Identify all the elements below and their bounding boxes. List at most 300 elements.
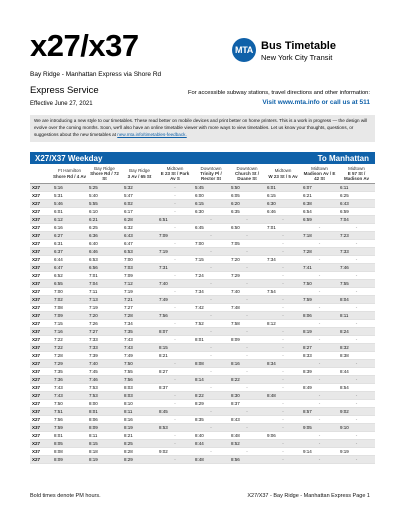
time-cell: 7:00 bbox=[52, 287, 87, 295]
time-cell: 6:50 bbox=[229, 223, 265, 231]
time-cell: - bbox=[229, 351, 265, 359]
time-cell: 8:07 bbox=[157, 327, 193, 335]
time-cell: 8:27 bbox=[157, 367, 193, 375]
table-row bbox=[30, 415, 375, 423]
time-cell: 8:18 bbox=[87, 447, 122, 455]
time-cell: 7:16 bbox=[52, 327, 87, 335]
time-cell: 8:19 bbox=[87, 455, 122, 463]
time-cell: - bbox=[157, 271, 193, 279]
route-cell: X37 bbox=[30, 231, 52, 239]
column-stop: Madison Av / E 42 St bbox=[303, 171, 336, 182]
time-cell: 8:57 bbox=[301, 407, 338, 415]
time-cell: 7:33 bbox=[87, 335, 122, 343]
time-cell: - bbox=[157, 191, 193, 199]
time-cell: - bbox=[265, 239, 301, 247]
time-cell: 7:27 bbox=[87, 327, 122, 335]
route-cell: X27 bbox=[30, 391, 52, 399]
time-cell: 7:50 bbox=[122, 359, 157, 367]
time-cell: 8:01 bbox=[193, 335, 229, 343]
table-row bbox=[30, 239, 375, 247]
time-cell: 7:04 bbox=[338, 215, 375, 223]
time-cell: - bbox=[229, 263, 265, 271]
time-cell: 8:35 bbox=[193, 415, 229, 423]
time-cell: 5:40 bbox=[87, 191, 122, 199]
time-cell: - bbox=[229, 279, 265, 287]
time-cell: 8:34 bbox=[265, 359, 301, 367]
route-cell: X27 bbox=[30, 303, 52, 311]
route-cell: X27 bbox=[30, 399, 52, 407]
time-cell: 7:09 bbox=[122, 271, 157, 279]
time-cell: 6:46 bbox=[265, 207, 301, 215]
table-row bbox=[30, 439, 375, 447]
route-cell: X37 bbox=[30, 351, 52, 359]
time-cell: - bbox=[229, 295, 265, 303]
time-cell: 6:00 bbox=[193, 191, 229, 199]
schedule-body bbox=[30, 183, 375, 463]
time-cell: 7:26 bbox=[87, 319, 122, 327]
time-cell: - bbox=[265, 271, 301, 279]
time-cell: - bbox=[265, 351, 301, 359]
table-row bbox=[30, 295, 375, 303]
time-cell: - bbox=[301, 391, 338, 399]
time-cell: 8:30 bbox=[229, 391, 265, 399]
time-cell: - bbox=[265, 231, 301, 239]
column-area: Downtown bbox=[236, 165, 258, 171]
time-cell: 5:55 bbox=[87, 199, 122, 207]
time-cell: 8:00 bbox=[87, 399, 122, 407]
time-cell: 5:46 bbox=[52, 199, 87, 207]
time-cell: 8:22 bbox=[193, 391, 229, 399]
route-cell: X37 bbox=[30, 343, 52, 351]
timetable-title: Bus Timetable bbox=[261, 40, 336, 52]
direction-bar bbox=[30, 152, 375, 164]
table-row bbox=[30, 455, 375, 463]
time-cell: - bbox=[301, 271, 338, 279]
time-cell: - bbox=[338, 319, 375, 327]
time-cell: - bbox=[338, 239, 375, 247]
time-cell: - bbox=[338, 271, 375, 279]
time-cell: 8:40 bbox=[193, 431, 229, 439]
time-cell: 8:38 bbox=[338, 351, 375, 359]
time-cell: 8:04 bbox=[338, 295, 375, 303]
time-cell: 6:35 bbox=[229, 207, 265, 215]
time-cell: 7:05 bbox=[229, 239, 265, 247]
time-cell: - bbox=[193, 367, 229, 375]
time-cell: 5:45 bbox=[193, 183, 229, 191]
route-title: x27/x37 bbox=[30, 28, 139, 63]
time-cell: - bbox=[193, 215, 229, 223]
header-row bbox=[30, 165, 375, 183]
direction-label: To Manhattan bbox=[317, 153, 369, 163]
notice-text: We are introducing a new style to our timetables. These read better on mobile devices and print better on home printers. This is a work in progress — the design will evolve over the coming months. Soon, we'll also have an online timetable viewer with more ways to view timetables. Let us know your thoughts, questions, or suggestions about the new timetables at bbox=[34, 118, 368, 137]
time-cell: 8:06 bbox=[301, 311, 338, 319]
time-cell: 6:51 bbox=[157, 215, 193, 223]
time-cell: 8:01 bbox=[52, 431, 87, 439]
time-cell: 7:21 bbox=[122, 295, 157, 303]
time-cell: - bbox=[265, 383, 301, 391]
time-cell: 7:09 bbox=[52, 311, 87, 319]
time-cell: - bbox=[229, 447, 265, 455]
column-stop: 3 Av / 65 St bbox=[127, 173, 152, 179]
time-cell: 7:31 bbox=[157, 263, 193, 271]
time-cell: - bbox=[301, 455, 338, 463]
time-cell: - bbox=[301, 287, 338, 295]
column-stop: Shore Rd / 72 St bbox=[90, 171, 119, 182]
route-cell: X27 bbox=[30, 439, 52, 447]
time-cell: 7:33 bbox=[338, 247, 375, 255]
time-cell: - bbox=[265, 247, 301, 255]
time-cell: 6:30 bbox=[193, 207, 229, 215]
time-cell: 8:53 bbox=[157, 423, 193, 431]
time-cell: 8:44 bbox=[338, 367, 375, 375]
time-cell: 6:21 bbox=[87, 215, 122, 223]
column-area: Midtown bbox=[348, 165, 365, 171]
time-cell: 7:35 bbox=[122, 327, 157, 335]
time-cell: 7:39 bbox=[87, 351, 122, 359]
time-cell: 7:56 bbox=[122, 375, 157, 383]
time-cell: 8:28 bbox=[122, 447, 157, 455]
time-cell: - bbox=[157, 183, 193, 191]
column-stop: E 23 St / Park Av S bbox=[160, 171, 190, 182]
table-row bbox=[30, 423, 375, 431]
time-cell: - bbox=[229, 247, 265, 255]
time-cell: - bbox=[157, 335, 193, 343]
table-row bbox=[30, 367, 375, 375]
time-cell: - bbox=[301, 303, 338, 311]
time-cell: 8:03 bbox=[122, 391, 157, 399]
route-cell: X37 bbox=[30, 215, 52, 223]
time-cell: 8:49 bbox=[301, 383, 338, 391]
time-cell: 6:31 bbox=[52, 239, 87, 247]
time-cell: 6:20 bbox=[229, 199, 265, 207]
time-cell: 9:02 bbox=[157, 447, 193, 455]
time-cell: 6:01 bbox=[52, 207, 87, 215]
time-cell: 8:21 bbox=[157, 351, 193, 359]
time-cell: - bbox=[301, 319, 338, 327]
time-cell: 6:15 bbox=[265, 191, 301, 199]
time-cell: - bbox=[338, 359, 375, 367]
time-cell: 7:40 bbox=[229, 287, 265, 295]
time-cell: 8:22 bbox=[229, 375, 265, 383]
route-cell: X27 bbox=[30, 191, 52, 199]
time-cell: 6:02 bbox=[122, 199, 157, 207]
table-row bbox=[30, 391, 375, 399]
time-cell: 5:47 bbox=[122, 191, 157, 199]
table-row bbox=[30, 359, 375, 367]
time-cell: 7:58 bbox=[229, 319, 265, 327]
route-cell: X37 bbox=[30, 279, 52, 287]
time-cell: 8:37 bbox=[229, 399, 265, 407]
route-cell: X27 bbox=[30, 455, 52, 463]
route-cell: X27 bbox=[30, 359, 52, 367]
time-cell: 8:45 bbox=[157, 407, 193, 415]
time-cell: 6:32 bbox=[122, 223, 157, 231]
time-cell: 6:25 bbox=[87, 223, 122, 231]
time-cell: 7:43 bbox=[52, 391, 87, 399]
column-stop: Shore Rd / 4 Av bbox=[53, 173, 86, 179]
time-cell: 6:55 bbox=[52, 279, 87, 287]
time-cell: - bbox=[193, 383, 229, 391]
time-cell: - bbox=[301, 431, 338, 439]
time-cell: 7:29 bbox=[229, 271, 265, 279]
time-cell: 8:14 bbox=[193, 375, 229, 383]
time-cell: 9:05 bbox=[301, 423, 338, 431]
time-cell: 9:19 bbox=[338, 447, 375, 455]
time-cell: - bbox=[338, 391, 375, 399]
route-cell: X27 bbox=[30, 199, 52, 207]
time-cell: - bbox=[157, 375, 193, 383]
time-cell: - bbox=[301, 359, 338, 367]
time-cell: 6:52 bbox=[52, 271, 87, 279]
time-cell: - bbox=[229, 215, 265, 223]
time-cell: 7:04 bbox=[87, 279, 122, 287]
time-cell: 7:42 bbox=[193, 303, 229, 311]
time-cell: 5:25 bbox=[87, 183, 122, 191]
time-cell: - bbox=[338, 255, 375, 263]
route-cell: X37 bbox=[30, 295, 52, 303]
time-cell: - bbox=[193, 295, 229, 303]
time-cell: 7:55 bbox=[122, 367, 157, 375]
time-cell: - bbox=[265, 439, 301, 447]
time-cell: - bbox=[193, 351, 229, 359]
time-cell: 8:08 bbox=[52, 447, 87, 455]
table-row bbox=[30, 271, 375, 279]
time-cell: - bbox=[338, 223, 375, 231]
time-cell: 7:11 bbox=[87, 287, 122, 295]
column-stop: Trinity Pl / Rector St bbox=[200, 171, 222, 182]
time-cell: 7:55 bbox=[338, 279, 375, 287]
time-cell: 7:20 bbox=[229, 255, 265, 263]
time-cell: 7:24 bbox=[193, 271, 229, 279]
table-row bbox=[30, 319, 375, 327]
time-cell: 7:48 bbox=[229, 303, 265, 311]
time-cell: 6:05 bbox=[229, 191, 265, 199]
time-cell: 7:50 bbox=[301, 279, 338, 287]
time-cell: - bbox=[193, 279, 229, 287]
time-cell: - bbox=[157, 319, 193, 327]
time-cell: - bbox=[338, 415, 375, 423]
time-cell: 6:46 bbox=[87, 247, 122, 255]
effective-date: Effective June 27, 2021 bbox=[30, 101, 93, 107]
column-stop: W 23 St / 5 Av bbox=[268, 173, 298, 179]
time-cell: 6:38 bbox=[301, 199, 338, 207]
timetable-subtitle: New York City Transit bbox=[261, 53, 333, 62]
time-cell: 7:59 bbox=[52, 423, 87, 431]
service-type: Express Service bbox=[30, 85, 99, 96]
schedule-table bbox=[30, 165, 375, 464]
time-cell: 8:29 bbox=[122, 455, 157, 463]
time-cell: 8:11 bbox=[87, 431, 122, 439]
time-cell: 8:03 bbox=[122, 383, 157, 391]
column-header bbox=[157, 165, 193, 183]
time-cell: 7:43 bbox=[122, 335, 157, 343]
time-cell: - bbox=[265, 215, 301, 223]
time-cell: 7:20 bbox=[87, 311, 122, 319]
table-row bbox=[30, 431, 375, 439]
table-row bbox=[30, 263, 375, 271]
table-row bbox=[30, 207, 375, 215]
time-cell: - bbox=[193, 247, 229, 255]
column-header bbox=[265, 165, 301, 183]
time-cell: 7:18 bbox=[301, 231, 338, 239]
time-cell: - bbox=[157, 431, 193, 439]
time-cell: - bbox=[157, 255, 193, 263]
time-cell: 8:09 bbox=[229, 335, 265, 343]
route-cell: X37 bbox=[30, 423, 52, 431]
time-cell: 7:56 bbox=[52, 415, 87, 423]
time-cell: - bbox=[301, 255, 338, 263]
time-cell: 7:02 bbox=[52, 295, 87, 303]
time-cell: 8:16 bbox=[229, 359, 265, 367]
route-cell: X37 bbox=[30, 311, 52, 319]
time-cell: 7:28 bbox=[122, 311, 157, 319]
route-cell: X27 bbox=[30, 287, 52, 295]
time-cell: - bbox=[265, 327, 301, 335]
route-cell: X27 bbox=[30, 319, 52, 327]
route-cell: X37 bbox=[30, 327, 52, 335]
time-cell: 7:59 bbox=[301, 295, 338, 303]
time-cell: 7:56 bbox=[157, 311, 193, 319]
time-cell: - bbox=[157, 391, 193, 399]
time-cell: 7:40 bbox=[87, 359, 122, 367]
time-cell: 6:37 bbox=[52, 247, 87, 255]
time-cell: - bbox=[265, 399, 301, 407]
time-cell: - bbox=[157, 287, 193, 295]
time-cell: - bbox=[338, 439, 375, 447]
table-row bbox=[30, 399, 375, 407]
time-cell: 8:54 bbox=[338, 383, 375, 391]
time-cell: 6:54 bbox=[301, 207, 338, 215]
route-cell: X37 bbox=[30, 247, 52, 255]
time-cell: 8:09 bbox=[87, 423, 122, 431]
time-cell: 7:22 bbox=[52, 343, 87, 351]
time-cell: - bbox=[338, 303, 375, 311]
time-cell: 8:56 bbox=[229, 455, 265, 463]
time-cell: - bbox=[193, 311, 229, 319]
mta-logo-icon: MTA bbox=[232, 38, 256, 62]
time-cell: 8:11 bbox=[122, 407, 157, 415]
time-cell: 7:23 bbox=[338, 231, 375, 239]
route-subtitle: Bay Ridge - Manhattan Express via Shore Rd bbox=[30, 71, 162, 78]
time-cell: - bbox=[338, 455, 375, 463]
time-cell: 7:13 bbox=[87, 295, 122, 303]
time-cell: 6:17 bbox=[122, 207, 157, 215]
column-area: Bay Ridge bbox=[129, 168, 150, 174]
time-cell: 7:28 bbox=[52, 351, 87, 359]
time-cell: 6:12 bbox=[52, 215, 87, 223]
time-cell: 8:08 bbox=[193, 359, 229, 367]
footer-page: X27/X37 - Bay Ridge - Manhattan Express Page 1 bbox=[247, 493, 370, 499]
time-cell: 6:15 bbox=[193, 199, 229, 207]
time-cell: 6:53 bbox=[122, 247, 157, 255]
time-cell: - bbox=[301, 223, 338, 231]
time-cell: - bbox=[301, 239, 338, 247]
route-cell: X27 bbox=[30, 271, 52, 279]
time-cell: 8:10 bbox=[122, 399, 157, 407]
time-cell: - bbox=[157, 207, 193, 215]
time-cell: - bbox=[265, 303, 301, 311]
time-cell: - bbox=[229, 231, 265, 239]
time-cell: 8:48 bbox=[265, 391, 301, 399]
route-cell: X27 bbox=[30, 239, 52, 247]
time-cell: 6:30 bbox=[265, 199, 301, 207]
route-cell: X37 bbox=[30, 407, 52, 415]
time-cell: 8:24 bbox=[338, 327, 375, 335]
route-cell: X27 bbox=[30, 255, 52, 263]
time-cell: 6:07 bbox=[301, 183, 338, 191]
table-row bbox=[30, 311, 375, 319]
time-cell: - bbox=[265, 263, 301, 271]
time-cell: 7:19 bbox=[122, 287, 157, 295]
time-cell: 9:02 bbox=[338, 407, 375, 415]
column-area: Bay Ridge bbox=[94, 165, 115, 171]
time-cell: - bbox=[265, 343, 301, 351]
time-cell: 7:46 bbox=[87, 375, 122, 383]
time-cell: - bbox=[229, 311, 265, 319]
time-cell: 7:03 bbox=[122, 263, 157, 271]
time-cell: 8:39 bbox=[301, 367, 338, 375]
time-cell: - bbox=[265, 375, 301, 383]
time-cell: - bbox=[265, 423, 301, 431]
time-cell: - bbox=[338, 335, 375, 343]
column-header bbox=[87, 165, 122, 183]
time-cell: - bbox=[338, 287, 375, 295]
table-row bbox=[30, 351, 375, 359]
time-cell: 8:15 bbox=[157, 343, 193, 351]
time-cell: - bbox=[301, 415, 338, 423]
schedule-title: X27/X37 Weekday bbox=[35, 153, 103, 163]
table-row bbox=[30, 223, 375, 231]
time-cell: 6:28 bbox=[122, 215, 157, 223]
column-header bbox=[122, 165, 157, 183]
feedback-link[interactable]: new.mta.info/timetables-feedback. bbox=[117, 131, 187, 137]
time-cell: - bbox=[229, 327, 265, 335]
route-cell: X27 bbox=[30, 183, 52, 191]
column-area: Midtown bbox=[166, 165, 184, 171]
time-cell: 6:47 bbox=[122, 239, 157, 247]
time-cell: 6:59 bbox=[301, 215, 338, 223]
column-area: Midtown bbox=[274, 168, 292, 174]
time-cell: - bbox=[265, 295, 301, 303]
time-cell: 6:25 bbox=[338, 191, 375, 199]
time-cell: - bbox=[157, 415, 193, 423]
time-cell: 6:44 bbox=[52, 255, 87, 263]
time-cell: - bbox=[229, 383, 265, 391]
time-cell: - bbox=[193, 263, 229, 271]
table-row bbox=[30, 447, 375, 455]
time-cell: 9:14 bbox=[301, 447, 338, 455]
time-cell: - bbox=[301, 439, 338, 447]
info-link[interactable]: Visit www.mta.info or call us at 511 bbox=[262, 99, 370, 106]
time-cell: 7:49 bbox=[157, 295, 193, 303]
time-cell: 6:45 bbox=[193, 223, 229, 231]
time-cell: - bbox=[157, 239, 193, 247]
table-row bbox=[30, 183, 375, 191]
time-cell: - bbox=[229, 423, 265, 431]
column-area: Ft Hamilton bbox=[57, 168, 81, 174]
time-cell: - bbox=[157, 223, 193, 231]
time-cell: 7:46 bbox=[338, 263, 375, 271]
route-cell: X27 bbox=[30, 207, 52, 215]
time-cell: - bbox=[157, 439, 193, 447]
time-cell: - bbox=[338, 431, 375, 439]
time-cell: 8:16 bbox=[122, 415, 157, 423]
time-cell: 8:48 bbox=[193, 455, 229, 463]
time-cell: 7:40 bbox=[157, 279, 193, 287]
column-header bbox=[338, 165, 375, 183]
time-cell: 8:09 bbox=[52, 455, 87, 463]
time-cell: 6:01 bbox=[265, 183, 301, 191]
